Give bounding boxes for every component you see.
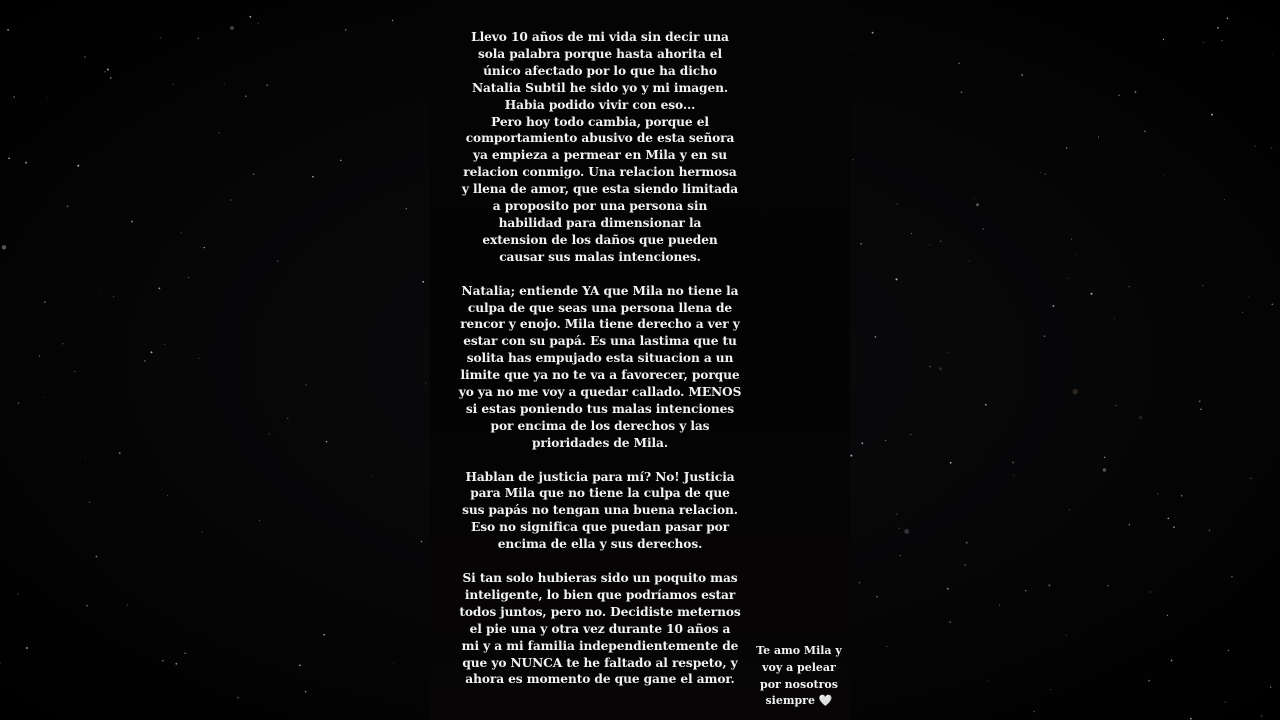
star <box>13 96 14 97</box>
star <box>1072 389 1078 395</box>
star <box>1181 495 1183 497</box>
star <box>204 247 205 248</box>
star <box>326 441 327 442</box>
star <box>850 455 852 457</box>
star <box>18 402 19 403</box>
star <box>86 605 88 607</box>
star <box>1224 199 1225 200</box>
star <box>340 160 341 161</box>
star <box>175 663 177 665</box>
star <box>85 457 86 458</box>
star <box>1200 408 1202 410</box>
star <box>77 165 79 167</box>
star <box>976 203 979 206</box>
star <box>17 593 19 595</box>
star <box>1025 590 1026 591</box>
star <box>861 442 863 444</box>
star <box>95 556 97 558</box>
star <box>1231 576 1232 577</box>
star <box>1150 591 1152 593</box>
star <box>7 29 9 31</box>
star <box>904 529 909 534</box>
star <box>1069 509 1070 510</box>
star <box>230 26 234 30</box>
star <box>896 514 897 515</box>
star <box>352 486 353 487</box>
star <box>1163 175 1164 176</box>
star <box>910 434 911 435</box>
star <box>372 476 373 477</box>
star <box>1270 686 1271 687</box>
star <box>160 37 162 39</box>
star <box>259 520 260 521</box>
star <box>119 452 121 454</box>
star <box>0 662 1 663</box>
star <box>1157 493 1158 494</box>
star <box>1228 650 1229 651</box>
star <box>104 71 106 73</box>
star <box>950 462 952 464</box>
star <box>1167 615 1168 616</box>
star <box>872 32 874 34</box>
star <box>323 634 325 636</box>
star <box>1129 286 1130 287</box>
star <box>181 232 182 233</box>
star <box>1098 137 1099 138</box>
star <box>173 84 174 85</box>
star <box>1050 689 1051 690</box>
star <box>1173 526 1175 528</box>
star <box>107 69 109 71</box>
star <box>1217 27 1219 29</box>
star <box>911 233 912 234</box>
star <box>964 564 966 566</box>
star <box>144 360 146 362</box>
star <box>305 691 307 693</box>
star <box>1040 172 1041 173</box>
star <box>1118 95 1119 96</box>
love-note: Te amo Mila y voy a pelear por nosotros siempre 🤍 <box>756 644 842 708</box>
star <box>67 205 69 207</box>
star <box>84 56 85 57</box>
star <box>151 351 153 353</box>
star <box>1260 715 1262 717</box>
star <box>940 241 941 242</box>
star <box>1048 584 1050 586</box>
star <box>89 501 91 503</box>
star <box>230 199 231 200</box>
star <box>258 23 259 24</box>
star <box>1249 296 1250 297</box>
star <box>392 20 393 21</box>
star <box>1114 318 1115 319</box>
star <box>999 605 1000 606</box>
star <box>1148 680 1150 682</box>
star <box>1091 293 1093 295</box>
star <box>162 660 164 662</box>
star <box>184 652 186 654</box>
star <box>1199 400 1201 402</box>
star <box>853 159 854 160</box>
star <box>269 433 270 434</box>
star <box>1271 147 1272 148</box>
star <box>1139 416 1142 419</box>
star <box>876 596 878 598</box>
main-message: Llevo 10 años de mi vida sin decir una sola palabra porque hasta ahorita el único afectado por lo que ha dicho Natalia Subtil he sido yo y mi imagen. Habia podido vivir con eso... Pero hoy todo cambia, porque el comportamiento abusivo de esta señora ya empieza a permear en Mila y en su relacion conmigo. Una relacion hermosa y llena de amor, que esta siendo limitada a proposito por una persona sin habilidad para dimensionar la extension de los daños que pueden causar sus malas intenciones. Natalia; entiende YA que Mila no tiene la culpa de que seas una persona llena de rencor y enojo. Mila tiene derecho a ver y estar con su papá. Es una lastima que tu solita has empujado esta situacion a un limite que ya no te va a favorecer, porque yo ya no me voy a quedar callado. MENOS si estas poniendo tus malas intenciones por encima de los derechos y las prioridades de Mila. Hablan de justicia para mí? No! Justicia para Mila que no tiene la culpa de que sus papás no tengan una buena relacion. Eso no significa que puedan pasar por encima de ella y sus derechos. Si tan solo hubieras sido un poquito mas inteligente, lo bien que podríamos estar todos juntos, pero no. Decidiste meternos el pie una y otra vez durante 10 años a mi y a mi familia independientemente de que yo NUNCA te he faltado al respeto, y ahora es momento de que gane el amor. <box>458 30 742 687</box>
star <box>266 84 268 86</box>
star <box>219 132 220 133</box>
star <box>47 97 48 98</box>
star <box>947 588 949 590</box>
star <box>1013 475 1014 476</box>
star <box>188 277 189 278</box>
star <box>885 440 886 441</box>
star <box>127 604 128 605</box>
star <box>859 582 861 584</box>
star <box>1255 146 1256 147</box>
star <box>1209 530 1211 532</box>
star <box>25 162 27 164</box>
star <box>2 245 7 250</box>
star <box>422 281 424 283</box>
star <box>1225 702 1226 703</box>
star <box>1012 462 1014 464</box>
star <box>1053 305 1055 307</box>
star <box>39 355 40 356</box>
star <box>1116 405 1117 406</box>
star <box>1103 468 1106 471</box>
star <box>277 260 279 262</box>
star <box>1034 711 1036 713</box>
star <box>44 301 46 303</box>
star <box>896 278 898 280</box>
star <box>939 367 942 370</box>
star <box>987 680 988 681</box>
star <box>8 158 10 160</box>
star <box>99 292 100 293</box>
star <box>1211 114 1213 116</box>
star <box>966 542 968 544</box>
star <box>1171 660 1173 662</box>
star <box>1135 91 1137 93</box>
star <box>167 495 168 496</box>
star <box>1066 147 1067 148</box>
star <box>850 48 851 49</box>
star <box>421 541 422 542</box>
star <box>249 16 251 18</box>
star <box>1044 335 1046 337</box>
star <box>974 198 975 199</box>
star <box>1168 518 1170 520</box>
star <box>969 261 970 262</box>
star <box>393 663 394 664</box>
star <box>1222 40 1223 41</box>
star <box>982 228 984 230</box>
star <box>886 646 887 647</box>
star <box>1163 39 1164 40</box>
star <box>312 176 314 178</box>
star <box>113 296 114 297</box>
star <box>1203 42 1204 43</box>
star <box>1227 17 1229 19</box>
star <box>875 336 877 338</box>
star <box>1242 312 1243 313</box>
star <box>1271 303 1273 305</box>
star <box>245 95 247 97</box>
star <box>425 382 426 383</box>
star <box>237 697 238 698</box>
star <box>900 555 901 556</box>
star <box>1272 54 1273 55</box>
star <box>62 343 64 345</box>
star <box>253 174 254 175</box>
star <box>1190 718 1192 720</box>
star <box>1045 173 1047 175</box>
star <box>224 84 225 85</box>
star <box>110 77 112 79</box>
star <box>958 63 959 64</box>
star <box>1107 585 1108 586</box>
star <box>1067 278 1068 279</box>
star <box>26 647 28 649</box>
star <box>299 664 301 666</box>
star <box>929 244 930 245</box>
star <box>287 418 288 419</box>
star <box>74 371 75 372</box>
star <box>948 352 949 353</box>
star <box>1071 239 1072 240</box>
star <box>159 288 161 290</box>
star <box>306 384 307 385</box>
star <box>985 404 987 406</box>
star <box>1066 635 1067 636</box>
star <box>1202 285 1203 286</box>
star <box>949 621 950 622</box>
star <box>198 358 199 359</box>
star <box>1021 74 1023 76</box>
star <box>198 38 199 39</box>
star <box>860 243 862 245</box>
star <box>1104 457 1105 458</box>
star <box>1144 131 1145 132</box>
star <box>406 208 407 209</box>
star <box>961 91 963 93</box>
star <box>131 221 133 223</box>
star <box>201 531 202 532</box>
star <box>899 528 900 529</box>
star <box>43 397 44 398</box>
star <box>164 344 165 345</box>
star <box>929 366 931 368</box>
star <box>1250 478 1251 479</box>
star <box>345 29 346 30</box>
star <box>1129 524 1130 525</box>
star <box>1075 254 1076 255</box>
star <box>897 204 898 205</box>
